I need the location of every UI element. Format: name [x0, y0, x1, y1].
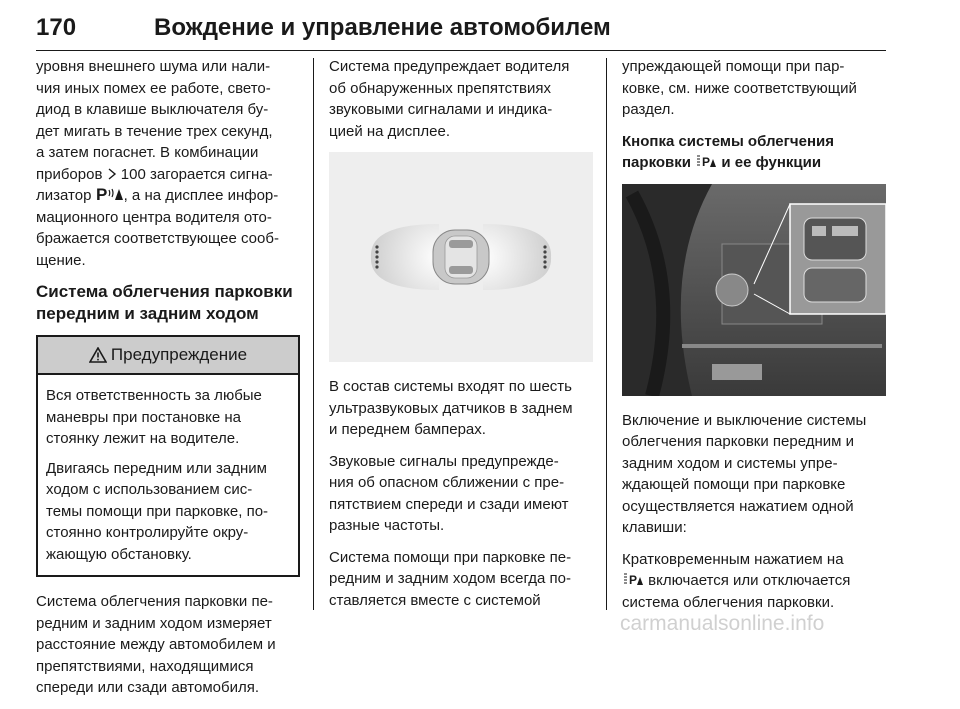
page-number: 170 [36, 14, 77, 41]
svg-text:P: P [629, 573, 638, 587]
warning-title: Предупреждение [110, 345, 248, 364]
section-heading: Система облегчения парковки передним и задним ходом [36, 282, 293, 323]
reference-arrow-icon [107, 168, 117, 180]
paragraph: Включение и выключение системы облегчения парковки передним и задним ходом и системы упре- ждающей помощи при парковке осуществляется нажатием одной клавиши: [622, 411, 867, 536]
paragraph: Система предупреждает водителя об обнаруженных препятствиях звуковыми сигналами и индика- цией на дисплее. [329, 58, 570, 140]
column-3 [622, 56, 886, 623]
paragraph: упреждающей помощи при пар- ковке, см. ниже соответствующий раздел. [622, 58, 857, 118]
column-1 [36, 56, 300, 709]
paragraph: уровня внешнего шума или нали- чия иных помех ее работе, свето- диод в клавише выключателя бу- дет мигать в течение трех секунд, а затем погаснет. В комбинации приборов 100 загорается сигна- лизатор P , а на дисплее инфор- мационного центра водителя ото- бражается соответствующее сооб- щение. [36, 58, 279, 269]
column-divider [606, 58, 607, 610]
svg-text:P: P [95, 185, 107, 202]
parking-sensor-zones-illustration [329, 152, 593, 362]
warning-text: Двигаясь передним или задним ходом с использованием сис- темы помощи при парковке, по- стоянно контролируйте окру- жающую обстановку. [46, 459, 269, 563]
watermark: carmanualsonline.info [620, 612, 825, 635]
parking-assist-button-icon [695, 154, 717, 169]
subsection-heading: Кнопка системы облегчения парковки P и ее функции [622, 132, 834, 171]
paragraph: В состав системы входят по шесть ультразвуковых датчиков в заднем и переднем бамперах. [329, 378, 573, 438]
paragraph: Система облегчения парковки пе- редним и задним ходом измеряет расстояние между автомобилем и препятствиями, находящимися спереди или сзади автомобиля. [36, 593, 276, 696]
warning-body [38, 375, 298, 575]
page-header [36, 14, 886, 54]
warning-text: Вся ответственность за любые маневры при постановке на стоянку лежит на водителе. [46, 387, 262, 447]
dashboard-button-photo [622, 184, 886, 396]
car-top-view-icon [433, 230, 489, 284]
svg-text:P: P [702, 155, 711, 169]
column-2 [329, 56, 593, 621]
warning-triangle-icon [89, 347, 107, 363]
page-title: Вождение и управление автомобилем [154, 14, 611, 41]
parking-assist-button-icon [622, 572, 644, 587]
warning-header [38, 337, 298, 375]
paragraph: Звуковые сигналы предупрежде- ния об опасном сближении с пре- пятствием спереди и сзади имеют разные частоты. [329, 452, 569, 534]
column-divider [313, 58, 314, 610]
warning-box [36, 335, 300, 577]
parking-assist-indicator-icon [96, 185, 124, 202]
paragraph: Система помощи при парковке пе- редним и задним ходом всегда по- ставляется вместе с системой [329, 548, 572, 609]
header-rule [36, 50, 886, 51]
paragraph: Кратковременным нажатием на P включается или отключается система облегчения парковки. [622, 550, 851, 611]
